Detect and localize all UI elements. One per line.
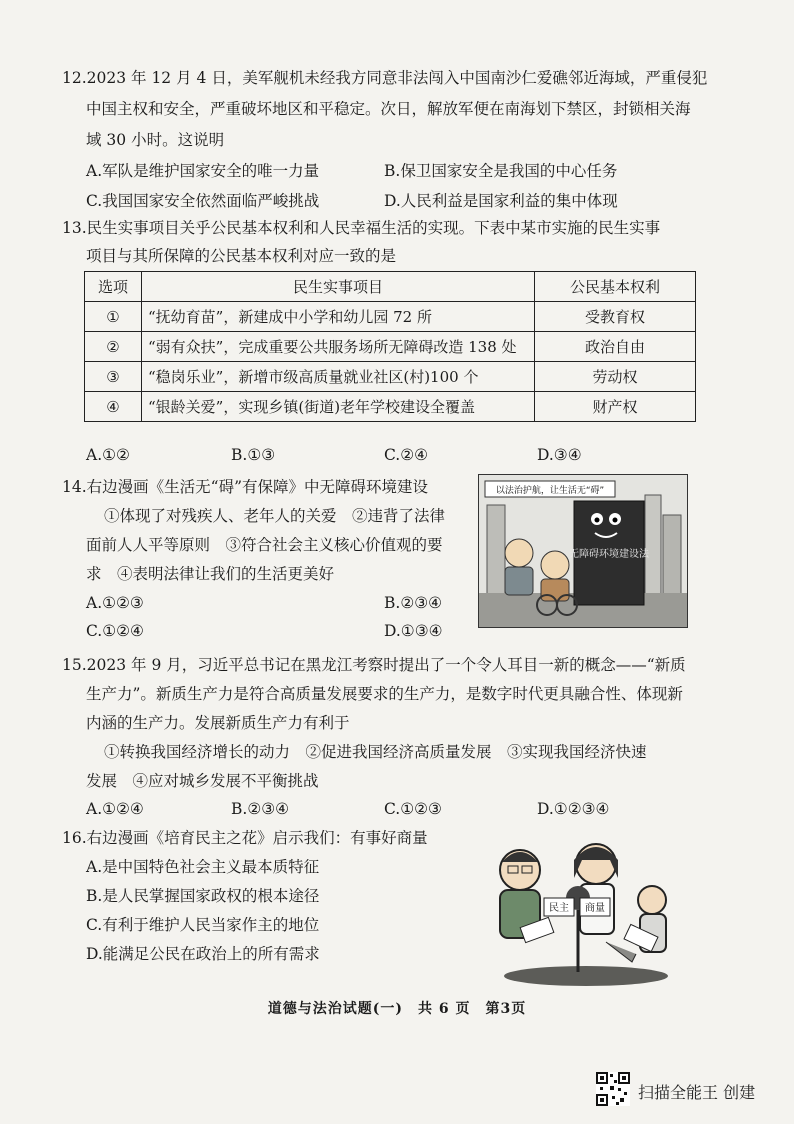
q13-option-c: C.②④ [384,446,429,464]
table-cell: “弱有众扶”，完成重要公共服务场所无障碍改造 138 处 [142,332,535,362]
table-row [85,332,696,362]
q12-option-d: D.人民利益是国家利益的集中体现 [384,192,618,210]
q15-stem-line3: 内涵的生产力。发展新质生产力有利于 [86,714,350,732]
q15-stem-line2: 生产力”。新质生产力是符合高质量发展要求的生产力，是数字时代更具融合性、体现新 [86,685,683,703]
scanner-watermark: 扫描全能王 创建 [638,1083,756,1102]
q13-option-d: D.③④ [537,446,582,464]
q15-option-d: D.①②③④ [537,800,610,818]
democracy-cartoon [486,838,692,988]
q15-stem-line1: 15.2023 年 9 月，习近平总书记在黑龙江考察时提出了一个令人耳目一新的概念——“新质 [62,656,686,674]
q14-option-b: B.②③④ [384,594,443,612]
q14-stem-line1: 14.右边漫画《生活无“碍”有保障》中无障碍环境建设 [62,478,428,496]
table-row [85,362,696,392]
q12-option-a: A.军队是维护国家安全的唯一力量 [86,162,320,180]
q15-stem-line5: 发展 ④应对城乡发展不平衡挑战 [86,772,319,790]
q13-option-b: B.①③ [231,446,276,464]
table-cell: ③ [85,362,142,392]
q14-stem-line2: ①体现了对残疾人、老年人的关爱 ②违背了法律 [104,507,446,525]
table-cell: 受教育权 [535,302,696,332]
table-cell: ② [85,332,142,362]
q15-option-c: C.①②③ [384,800,442,818]
q12-option-b: B.保卫国家安全是我国的中心任务 [384,162,618,180]
page-footer: 道德与法治试题(一) 共 6 页 第3页 [267,1001,527,1017]
table-header-row [85,272,696,302]
q15-option-a: A.①②④ [86,800,144,818]
q16-stem-line1: 16.右边漫画《培育民主之花》启示我们：有事好商量 [62,829,428,847]
q16-option-b: B.是人民掌握国家政权的根本途径 [86,887,320,905]
q13-stem-line1: 13.民生实事项目关乎公民基本权利和人民幸福生活的实现。下表中某市实施的民生实事 [62,219,661,237]
q12-option-c: C.我国国家安全依然面临严峻挑战 [86,192,320,210]
q15-stem-line4: ①转换我国经济增长的动力 ②促进我国经济高质量发展 ③实现我国经济快速 [104,743,647,761]
q12-stem-line3: 域 30 小时。这说明 [86,131,225,149]
q14-stem-line4: 求 ④表明法律让我们的生活更美好 [86,565,335,583]
table-cell: 财产权 [535,392,696,422]
table-cell: 政治自由 [535,332,696,362]
table-cell: ① [85,302,142,332]
q16-option-a: A.是中国特色社会主义最本质特征 [86,858,320,876]
q13-stem-line2: 项目与其所保障的公民基本权利对应一致的是 [86,247,397,265]
table-cell: 劳动权 [535,362,696,392]
q16-option-c: C.有利于维护人民当家作主的地位 [86,916,320,934]
q12-stem-line2: 中国主权和安全，严重破坏地区和平稳定。次日，解放军便在南海划下禁区，封锁相关海 [86,100,691,118]
q14-option-a: A.①②③ [86,594,144,612]
table-cell: “抚幼育苗”，新建成中小学和幼儿园 72 所 [142,302,535,332]
qr-code-icon [596,1072,630,1106]
table-row [85,302,696,332]
q13-option-a: A.①② [86,446,130,464]
q14-option-c: C.①②④ [86,622,144,640]
q16-option-d: D.能满足公民在政治上的所有需求 [86,945,320,963]
table-row [85,392,696,422]
democracy-cartoon-drawing [486,838,692,988]
table-cell: “银龄关爱”，实现乡镇(街道)老年学校建设全覆盖 [142,392,535,422]
table-header-cell: 民生实事项目 [142,272,535,302]
cartoon-book-title: 无障碍环境建设法 [569,549,649,560]
q14-stem-line3: 面前人人平等原则 ③符合社会主义核心价值观的要 [86,536,443,554]
q14-option-d: D.①③④ [384,622,443,640]
cartoon-banner-text: 以法治护航，让生活无“碍” [495,486,605,496]
q15-option-b: B.②③④ [231,800,290,818]
table-header-cell: 选项 [85,272,142,302]
consultation-label: 商量 [585,903,605,914]
rights-table [84,271,696,422]
table-cell: ④ [85,392,142,422]
accessibility-cartoon [478,474,688,628]
accessibility-cartoon-drawing [479,475,687,627]
q12-stem-line1: 12.2023 年 12 月 4 日，美军舰机未经我方同意非法闯入中国南沙仁爱礁邻近海域，严重侵犯 [62,69,708,87]
table-header-cell: 公民基本权利 [535,272,696,302]
table-cell: “稳岗乐业”，新增市级高质量就业社区(村)100 个 [142,362,535,392]
democracy-label: 民主 [549,903,569,914]
